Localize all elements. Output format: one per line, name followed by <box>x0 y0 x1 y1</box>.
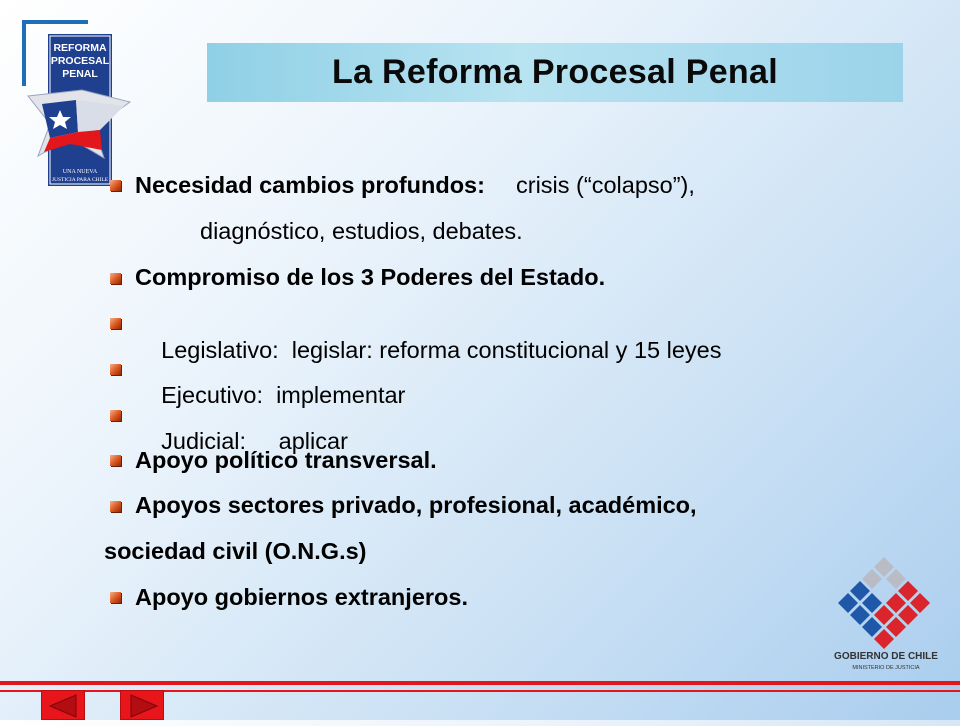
svg-text:MINISTERIO DE JUSTICIA: MINISTERIO DE JUSTICIA <box>852 665 920 671</box>
previous-slide-button[interactable] <box>41 690 85 720</box>
bullet-icon <box>110 501 121 512</box>
bullet-icon <box>110 410 121 421</box>
item-text: Legislativo: legislar: reforma constitucional y 15 leyes <box>161 337 722 363</box>
svg-text:PROCESAL: PROCESAL <box>50 55 110 67</box>
list-item <box>200 218 523 245</box>
item-label: Apoyo político transversal. <box>135 447 437 473</box>
list-item <box>135 172 695 199</box>
bullet-icon <box>110 318 121 329</box>
item-label: Necesidad cambios profundos: <box>135 172 485 198</box>
slide-title: La Reforma Procesal Penal <box>332 53 778 91</box>
item-label: sociedad civil (O.N.G.s) <box>104 538 367 564</box>
bullet-icon <box>110 364 121 375</box>
gobierno-de-chile-logo <box>822 555 950 675</box>
svg-text:REFORMA: REFORMA <box>53 42 107 54</box>
item-label: Compromiso de los 3 Poderes del Estado. <box>135 264 606 290</box>
triangle-right-icon <box>121 691 165 721</box>
svg-text:JUSTICIA PARA CHILE: JUSTICIA PARA CHILE <box>51 177 109 183</box>
list-item <box>135 264 605 291</box>
item-text: Judicial: aplicar <box>161 428 348 454</box>
triangle-left-icon <box>42 691 86 721</box>
bullet-icon <box>110 180 121 191</box>
item-text: Ejecutivo: implementar <box>161 382 406 408</box>
bullet-icon <box>110 592 121 603</box>
list-item <box>135 447 437 474</box>
svg-text:UNA NUEVA: UNA NUEVA <box>62 169 98 175</box>
list-item <box>104 538 367 565</box>
bullet-icon <box>110 273 121 284</box>
list-item <box>135 584 468 611</box>
bullet-icon <box>110 455 121 466</box>
item-text: crisis (“colapso”), <box>516 172 695 198</box>
next-slide-button[interactable] <box>120 690 164 720</box>
item-label: Apoyos sectores privado, profesional, académico, <box>135 492 697 518</box>
list-item <box>135 492 697 519</box>
item-label: Apoyo gobiernos extranjeros. <box>135 584 468 610</box>
svg-text:PENAL: PENAL <box>62 68 98 80</box>
bottom-rule <box>0 681 960 685</box>
svg-text:GOBIERNO DE CHILE: GOBIERNO DE CHILE <box>834 651 938 662</box>
item-text: diagnóstico, estudios, debates. <box>200 218 523 244</box>
